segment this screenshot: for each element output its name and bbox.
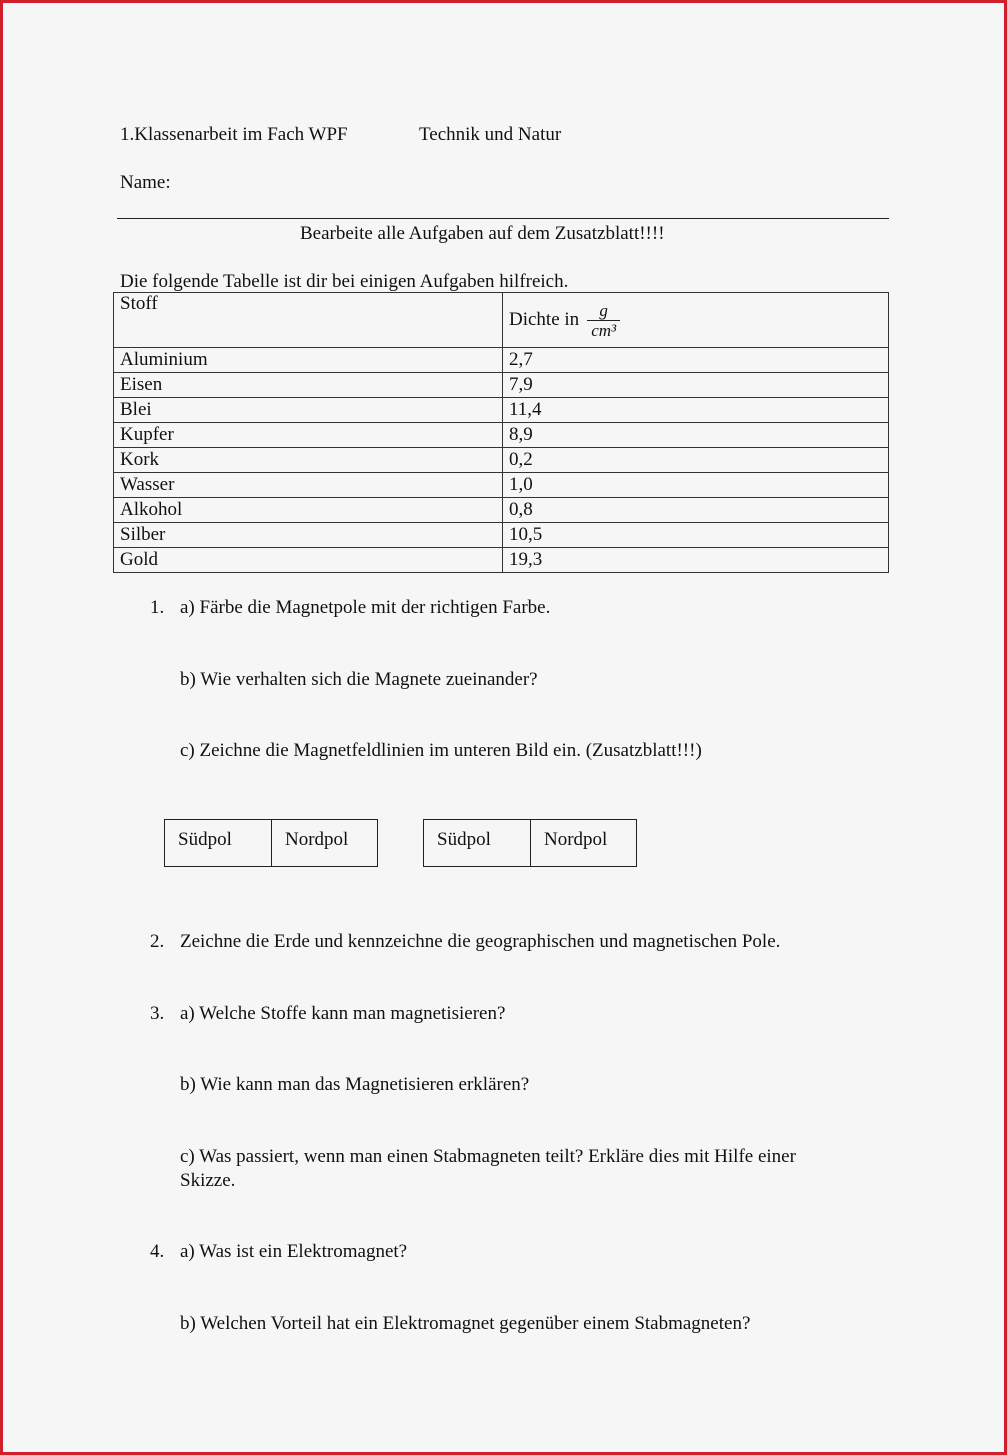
table-header-row [114,293,889,348]
dichte-cell: 1,0 [503,473,889,498]
q4b-text: b) Welchen Vorteil hat ein Elektromagnet gegenüber einem Stabmagneten? [180,1313,751,1334]
q3c-text: c) Was passiert, wenn man einen Stabmagneten teilt? Erkläre dies mit Hilfe einer Skizze. [180,1146,796,1191]
unit-fraction [587,301,620,340]
stoff-cell: Aluminium [114,348,503,373]
dichte-cell: 2,7 [503,348,889,373]
dichte-cell: 11,4 [503,398,889,423]
header-dichte-label: Dichte in [509,308,580,330]
subject-title: Technik und Natur [419,124,562,145]
q4-number: 4. [150,1241,165,1262]
name-label: Name: [120,172,171,193]
table-row [114,473,889,498]
name-line [117,218,889,219]
south-pole-label: Südpol [178,829,232,850]
north-pole-label: Nordpol [530,820,636,866]
stoff-cell: Silber [114,523,503,548]
stoff-cell: Wasser [114,473,503,498]
stoff-cell: Eisen [114,373,503,398]
dichte-cell: 7,9 [503,373,889,398]
dichte-cell: 0,8 [503,498,889,523]
q3b-text: b) Wie kann man das Magnetisieren erklären? [180,1074,530,1095]
stoff-cell: Alkohol [114,498,503,523]
south-pole-label: Südpol [437,829,491,850]
exam-title: 1.Klassenarbeit im Fach WPF [120,124,348,145]
table-row [114,548,889,573]
q1-number: 1. [150,597,165,618]
density-table [113,292,889,573]
stoff-cell: Kupfer [114,423,503,448]
q3a-text: a) Welche Stoffe kann man magnetisieren? [180,1003,506,1024]
stoff-cell: Kork [114,448,503,473]
header-stoff: Stoff [114,293,503,348]
unit-numerator: g [599,300,608,320]
stoff-cell: Blei [114,398,503,423]
instruction: Bearbeite alle Aufgaben auf dem Zusatzblatt!!!! [300,223,665,244]
table-row [114,348,889,373]
q4a-text: a) Was ist ein Elektromagnet? [180,1241,408,1262]
table-row [114,448,889,473]
q2-text: Zeichne die Erde und kennzeichne die geographischen und magnetischen Pole. [180,931,781,952]
dichte-cell: 10,5 [503,523,889,548]
q1c-text: c) Zeichne die Magnetfeldlinien im unteren Bild ein. (Zusatzblatt!!!) [180,740,702,761]
table-row [114,398,889,423]
unit-denominator: cm³ [587,320,620,340]
header-dichte [503,293,889,348]
dichte-cell: 8,9 [503,423,889,448]
table-row [114,373,889,398]
stoff-cell: Gold [114,548,503,573]
q3-number: 3. [150,1003,165,1024]
bar-magnet-1 [164,819,378,867]
dichte-cell: 0,2 [503,448,889,473]
q1b-text: b) Wie verhalten sich die Magnete zueinander? [180,669,538,690]
north-pole-label: Nordpol [271,820,377,866]
q2-number: 2. [150,931,165,952]
q1a-text: a) Färbe die Magnetpole mit der richtigen Farbe. [180,597,551,618]
table-row [114,498,889,523]
dichte-cell: 19,3 [503,548,889,573]
bar-magnet-2 [423,819,637,867]
table-row [114,423,889,448]
table-row [114,523,889,548]
table-intro: Die folgende Tabelle ist dir bei einigen Aufgaben hilfreich. [120,271,569,292]
